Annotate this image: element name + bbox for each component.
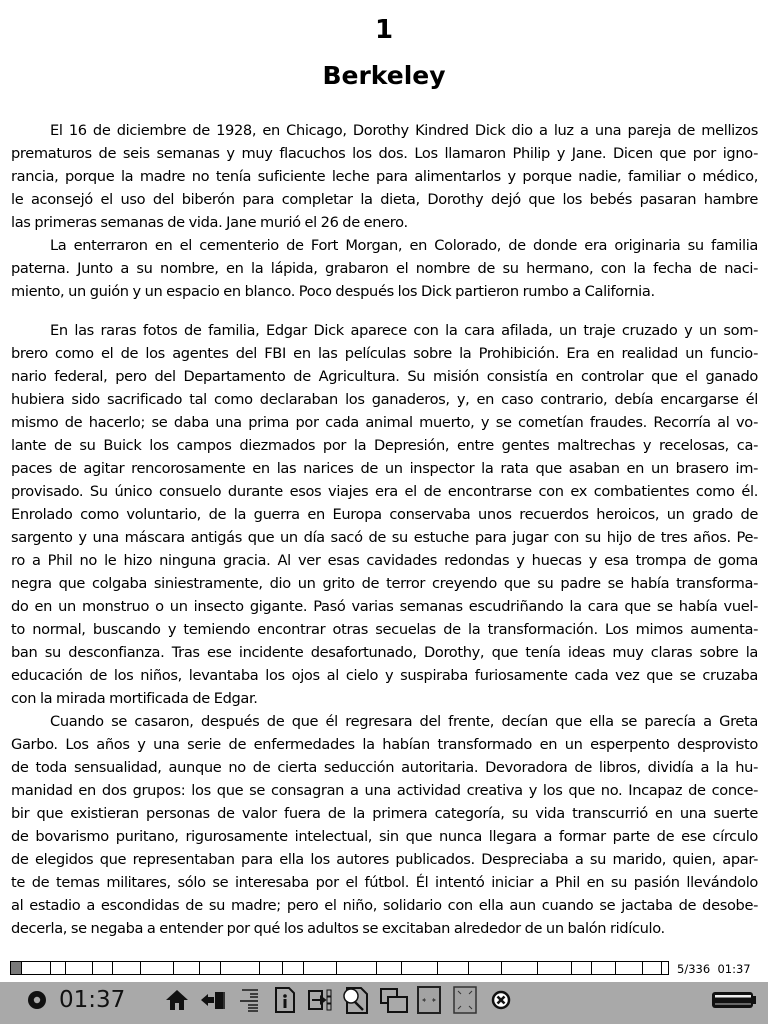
progress-time: 01:37 (717, 962, 751, 976)
chapter-mark (642, 962, 643, 974)
fit-width-icon[interactable] (416, 987, 442, 1013)
windows-icon[interactable] (379, 987, 409, 1013)
search-icon[interactable] (341, 987, 369, 1013)
chapter-mark (571, 962, 572, 974)
text-line: manidad en dos grupos: los que se consagran a una actividad creativa y los que no. Incapaz de conce- (11, 782, 758, 799)
toolbar (0, 982, 768, 1024)
battery-icon (711, 987, 757, 1013)
text-line: paterna. Junto a su nombre, en la lápida, grabaron el nombre de su hermano, con la fecha de naci- (11, 260, 758, 277)
text-line: paces de agitar rencorosamente en las narices de un inspector la rata que asaban en un brasero im- (11, 460, 758, 477)
text-line: lante de su Buick los campos diezmados por la Depresión, entre gentes maltrechas y recelosas, ca- (11, 437, 758, 454)
progress-fill (11, 962, 21, 974)
text-line: de toda sensualidad, aunque no de cierta seducción autoritaria. Devoradora de libros, dividía a la hu- (11, 759, 758, 776)
text-line: le aconsejó el uso del biberón para completar la dieta, Dorothy dejó que los bebés pasaran hambre (11, 191, 758, 208)
disc-icon[interactable] (26, 987, 48, 1013)
page-info (677, 962, 751, 976)
back-icon[interactable] (200, 987, 228, 1013)
text-line: La enterraron en el cementerio de Fort Morgan, en Colorado, de donde era originaria su familia (50, 237, 758, 254)
info-icon[interactable] (273, 987, 297, 1013)
chapter-mark (220, 962, 221, 974)
text-line: bir que existieran personas de valor fuera de la primera categoría, su vida transcurrió en una suerte (11, 805, 758, 822)
chapter-number: 1 (374, 15, 394, 45)
chapter-mark (112, 962, 113, 974)
chapter-mark (661, 962, 662, 974)
chapter-mark (21, 962, 22, 974)
chapter-mark (468, 962, 469, 974)
reading-progress-bar[interactable] (10, 961, 669, 975)
toc-icon[interactable] (237, 987, 261, 1013)
chapter-mark (537, 962, 538, 974)
text-line: con la mirada mortificada de Edgar. (11, 690, 258, 707)
fullscreen-icon[interactable] (452, 987, 478, 1013)
text-line: mismo de hacerlo; se daba una prima por cada animal muerto, y se cometían fraudes. Recorría al vo- (11, 414, 758, 431)
chapter-mark (140, 962, 141, 974)
chapter-mark (501, 962, 502, 974)
chapter-mark (92, 962, 93, 974)
home-icon[interactable] (164, 987, 190, 1013)
text-line: nario federal, pero del Departamento de Agricultura. Su misión consistía en controlar que el ganado (11, 368, 758, 385)
text-line: de elegidos que representaban para ella los autores publicados. Despreciaba a su marido, quien, apar- (11, 851, 758, 868)
text-line: sargento y una máscara antigás que un día sacó de su estuche para jugar con su hijo de tres años. Pe- (11, 529, 758, 546)
text-line: las primeras semanas de vida. Jane murió el 26 de enero. (11, 214, 408, 231)
text-line: Enrolado como voluntario, de la guerra en Europa conservaba unos recuerdos heroicos, un grado de (11, 506, 758, 523)
text-line: provisado. Su único consuelo durante esos viajes era el de encontrarse con ex combatientes como él. (11, 483, 758, 500)
chapter-mark (199, 962, 200, 974)
text-line: El 16 de diciembre de 1928, en Chicago, Dorothy Kindred Dick dio a luz a una pareja de mellizos (50, 122, 758, 139)
chapter-mark (401, 962, 402, 974)
chapter-mark (173, 962, 174, 974)
text-line: de bovarismo puritano, rigurosamente intelectual, sin que nunca llegara a formar parte de ese círculo (11, 828, 758, 845)
page-counter: 5/336 (677, 962, 711, 976)
text-line: En las raras fotos de familia, Edgar Dick aparece con la cara afilada, un traje cruzado y un som- (50, 322, 758, 339)
text-line: hubiera sido sacrificado tal como declaraban los ganaderos, y, en caso contrario, debía encargarse él (11, 391, 758, 408)
goto-page-icon[interactable] (307, 987, 333, 1013)
chapter-mark (282, 962, 283, 974)
text-line: to normal, buscando y temiendo encontrar otras secuelas de la transformación. Los mimos aumenta- (11, 621, 758, 638)
text-line: al estadio a escondidas de su madre; pero el niño, solidario con ella aun cuando se jactaba de desobe- (11, 897, 758, 914)
text-line: prematuros de seis semanas y muy flacuchos los dos. Los llamaron Philip y Jane. Dicen que por igno- (11, 145, 758, 162)
text-line: negra que colgaba siniestramente, dio un grito de terror creyendo que su padre se había transforma- (11, 575, 758, 592)
chapter-mark (336, 962, 337, 974)
text-line: ban su desconfianza. Tras ese incidente desafortunado, Dorothy, que tenía ideas muy claras sobre la (11, 644, 758, 661)
text-line: rancia, porque la madre no tenía suficiente leche para alimentarlos y porque nadie, familiar o médico, (11, 168, 758, 185)
text-line: Cuando se casaron, después de que él regresara del frente, decían que ella se parecía a Greta (50, 713, 758, 730)
text-line: do en un monstruo o un insecto gigante. Pasó varias semanas escudriñando la cara que se había vuel- (11, 598, 758, 615)
chapter-mark (303, 962, 304, 974)
text-line: educación de los niños, levantaba los ojos al cielo y suspiraba furiosamente cada vez que se cruzaba (11, 667, 758, 684)
text-line: decerla, se negaba a entender por qué los adultos se excitaban alrededor de un balón ridículo. (11, 920, 665, 937)
text-line: Garbo. Los años y una serie de enfermedades la habían transformado en un esperpento desprovisto (11, 736, 758, 753)
clock: 01:37 (59, 987, 126, 1013)
close-icon[interactable] (490, 987, 512, 1013)
text-line: miento, un guión y un espacio en blanco. Poco después los Dick partieron rumbo a California. (11, 283, 655, 300)
chapter-mark (376, 962, 377, 974)
chapter-mark (591, 962, 592, 974)
text-line: te de temas militares, sólo se interesaba por el fútbol. Él intentó iniciar a Phil en su pasión llevándolo (11, 874, 758, 891)
chapter-mark (437, 962, 438, 974)
chapter-title: Berkeley (322, 61, 446, 90)
text-line: brero como el de los agentes del FBI en las películas sobre la Prohibición. Era en realidad un funcio- (11, 345, 758, 362)
chapter-mark (65, 962, 66, 974)
text-line: ro a Phil no le hizo ninguna gracia. Al ver esas cavidades redondas y huecas y esa trompa de goma (11, 552, 758, 569)
chapter-mark (50, 962, 51, 974)
chapter-mark (259, 962, 260, 974)
chapter-mark (615, 962, 616, 974)
